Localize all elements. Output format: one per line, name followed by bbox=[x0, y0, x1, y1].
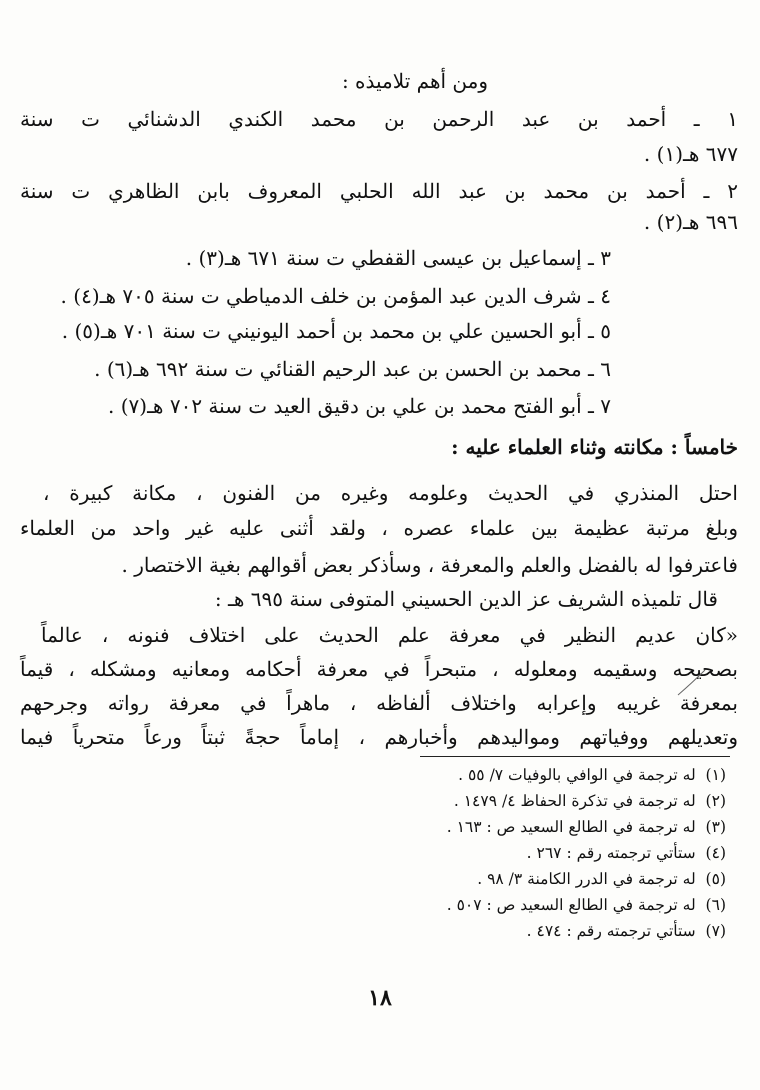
pen-mark-icon bbox=[675, 668, 707, 698]
paragraph-line-2: وبلغ مرتبة عظيمة بين علماء عصره ، ولقد أثنى عليه غير واحد من العلماء bbox=[20, 516, 738, 540]
footnote-1 bbox=[458, 764, 726, 786]
footnote-number: (٦) bbox=[705, 896, 726, 914]
quote-intro: قال تلميذه الشريف عز الدين الحسيني المتوفى سنة ٦٩٥ هـ : bbox=[214, 587, 718, 611]
student-1-line2: ٦٧٧ هـ(١) . bbox=[643, 142, 738, 166]
student-2-line2: ٦٩٦ هـ(٢) . bbox=[643, 210, 738, 234]
quote-line-2: بصحيحه وسقيمه ومعلوله ، متبحراً في معرفة أحكامه ومعانيه ومشكله ، قيماً bbox=[20, 657, 738, 681]
footnote-6 bbox=[447, 894, 726, 916]
footnote-text: ستأتي ترجمته رقم : ٢٦٧ . bbox=[526, 844, 696, 862]
paragraph-line-3: فاعترفوا له بالفضل والعلم والمعرفة ، وسأذكر بعض أقوالهم بغية الاختصار . bbox=[121, 553, 738, 577]
student-5: ٥ ـ أبو الحسين علي بن محمد بن أحمد اليونيني ت سنة ٧٠١ هـ(٥) . bbox=[61, 319, 611, 343]
footnote-text: ستأتي ترجمته رقم : ٤٧٤ . bbox=[526, 922, 696, 940]
student-1-line1: ١ ـ أحمد بن عبد الرحمن بن محمد الكندي الدشنائي ت سنة bbox=[20, 107, 738, 131]
student-2-line1: ٢ ـ أحمد بن محمد بن عبد الله الحلبي المعروف بابن الظاهري ت سنة bbox=[20, 179, 738, 203]
footnote-2 bbox=[454, 790, 726, 812]
footnote-5 bbox=[477, 868, 726, 890]
footnote-text: له ترجمة في الطالع السعيد ص : ٥٠٧ . bbox=[446, 896, 696, 914]
student-6: ٦ ـ محمد بن الحسن بن عبد الرحيم القنائي ت سنة ٦٩٢ هـ(٦) . bbox=[94, 357, 611, 381]
footnote-text: له ترجمة في تذكرة الحفاظ ٤/ ١٤٧٩ . bbox=[453, 792, 696, 810]
quote-line-3: بمعرفة غريبه وإعرابه واختلاف ألفاظه ، ماهراً في معرفة رواته وجرحهم bbox=[20, 691, 738, 715]
footnote-text: له ترجمة في الدرر الكامنة ٣/ ٩٨ . bbox=[477, 870, 696, 888]
paragraph-line-1: احتل المنذري في الحديث وعلومه وغيره من الفنون ، مكانة كبيرة ، bbox=[43, 481, 738, 505]
quote-line-1: «كان عديم النظير في معرفة علم الحديث على اختلاف فنونه ، عالماً bbox=[41, 623, 738, 647]
student-7: ٧ ـ أبو الفتح محمد بن علي بن دقيق العيد ت سنة ٧٠٢ هـ(٧) . bbox=[107, 394, 611, 418]
footnote-number: (١) bbox=[705, 766, 726, 784]
footnote-number: (٤) bbox=[705, 844, 726, 862]
footnote-number: (٧) bbox=[705, 922, 726, 940]
footnote-text: له ترجمة في الوافي بالوفيات ٧/ ٥٥ . bbox=[458, 766, 696, 784]
footnote-7 bbox=[527, 920, 726, 942]
quote-line-4: وتعديلهم ووفياتهم ومواليدهم وأخبارهم ، إماماً حجةً ثبتاً ورعاً متحرياً فيما bbox=[20, 725, 738, 749]
section-heading: خامساً : مكانته وثناء العلماء عليه : bbox=[451, 435, 738, 459]
footnote-number: (٣) bbox=[705, 818, 726, 836]
footnote-separator bbox=[420, 756, 730, 757]
student-3: ٣ ـ إسماعيل بن عيسى القفطي ت سنة ٦٧١ هـ(٣) . bbox=[185, 246, 611, 270]
footnote-4 bbox=[527, 842, 726, 864]
footnote-3 bbox=[447, 816, 726, 838]
page-number: ١٨ bbox=[368, 985, 392, 1011]
student-4: ٤ ـ شرف الدين عبد المؤمن بن خلف الدمياطي ت سنة ٧٠٥ هـ(٤) . bbox=[60, 284, 611, 308]
footnote-text: له ترجمة في الطالع السعيد ص : ١٦٣ . bbox=[446, 818, 696, 836]
footnote-number: (٥) bbox=[705, 870, 726, 888]
footnote-number: (٢) bbox=[705, 792, 726, 810]
students-heading: ومن أهم تلاميذه : bbox=[341, 69, 488, 93]
